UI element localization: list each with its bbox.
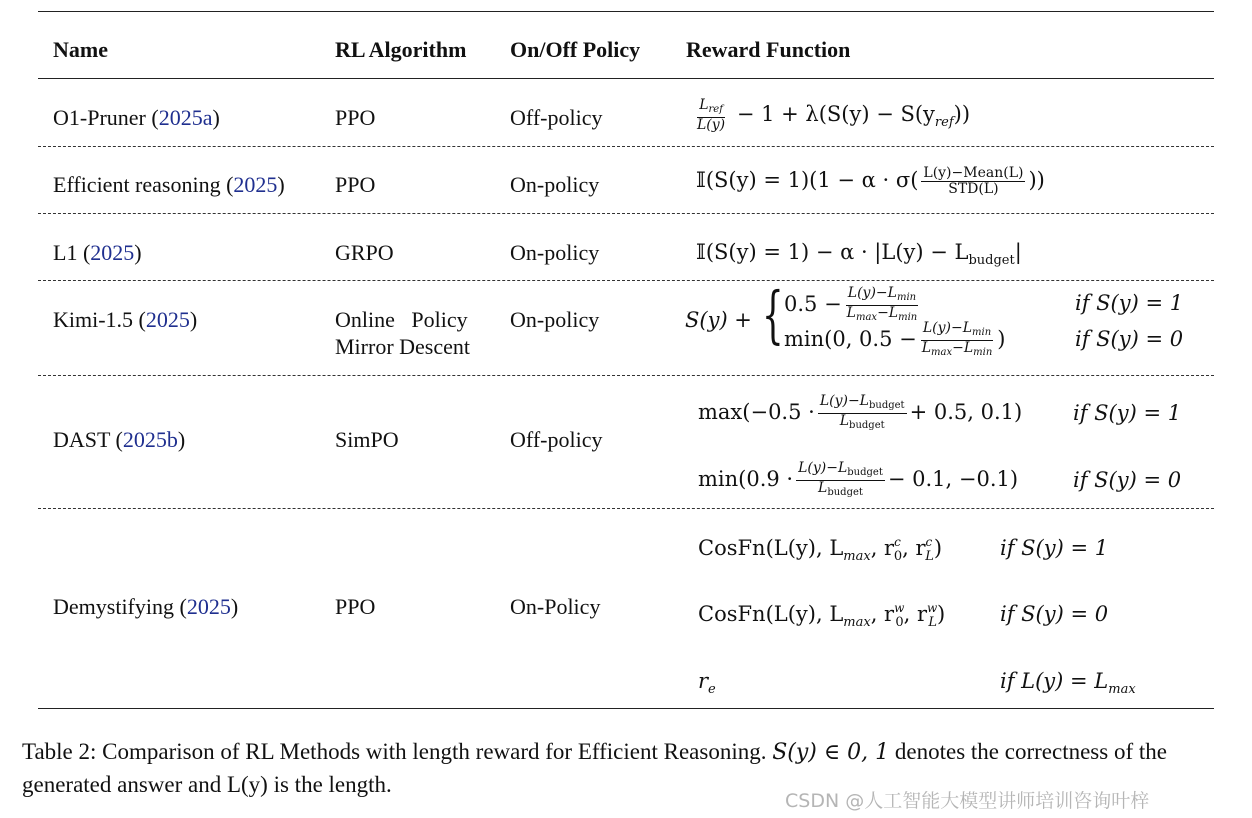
- citation-link[interactable]: 2025a: [158, 105, 213, 130]
- kimi-cond1: if S(y) = 1: [1075, 291, 1184, 315]
- kimi-cond2: if S(y) = 0: [1075, 327, 1184, 351]
- watermark: CSDN @人工智能大模型讲师培训咨询叶梓: [785, 790, 1150, 812]
- row-policy: On-policy: [510, 172, 600, 197]
- dast-line2: min(0.9 · $\frac{L(y)-L_{budget}}{L_{budget}}$ − 0.1, −0.1): [698, 460, 1019, 498]
- row-divider: [38, 375, 1214, 376]
- bottom-rule: [38, 708, 1214, 709]
- header-rl-algorithm: RL Algorithm: [335, 37, 467, 62]
- row-name-demystifying: Demystifying (2025): [53, 594, 239, 619]
- demys-cond1: if S(y) = 1: [1000, 536, 1109, 560]
- row-policy: On-policy: [510, 240, 600, 265]
- reward-formula-o1: $\frac{L_{ref}}{L(y)}$ − $1 + \lambda(S(y) - S(y_{ref}))$: [697, 97, 971, 133]
- row-divider: [38, 146, 1214, 147]
- demys-line3: $r_e$: [698, 669, 716, 697]
- row-algo: PPO: [335, 172, 376, 197]
- dast-cond2: if S(y) = 0: [1073, 468, 1182, 492]
- reward-formula-l1: 𝕀(S(y) = $1) - \alpha \cdot |L(y) - L_{budget}|$: [696, 240, 1022, 268]
- row-name-l1: L1 (2025): [53, 240, 142, 265]
- row-algo: SimPO: [335, 427, 399, 452]
- demys-cond3: if $L(y) = L_{max}$: [1000, 669, 1136, 697]
- row-divider: [38, 508, 1214, 509]
- citation-link[interactable]: 2025: [90, 240, 135, 265]
- dast-line1: max(−0.5 · $\frac{L(y)-L_{budget}}{L_{budget}}$ + 0.5, 0.1): [698, 393, 1023, 431]
- demys-cond2: if S(y) = 0: [1000, 602, 1109, 626]
- kimi-case2: min(0, 0.5 − $\frac{L(y)-L_{min}}{L_{max}-L_{min}}$ ): [784, 320, 1006, 358]
- row-divider: [38, 213, 1214, 214]
- header-name: Name: [53, 37, 108, 62]
- row-policy: On-Policy: [510, 594, 601, 619]
- row-name-kimi: Kimi-1.5 (2025): [53, 307, 198, 332]
- left-brace: {: [762, 278, 784, 351]
- row-name-efficient-reasoning: Efficient reasoning (2025): [53, 172, 285, 197]
- citation-link[interactable]: 2025: [233, 172, 278, 197]
- row-algo: PPO: [335, 105, 376, 130]
- row-divider: [38, 280, 1214, 281]
- demys-line2: CosFn(L(y), $L_{max}$, $r^w_0$, $r^w_L$): [698, 601, 946, 630]
- row-name-o1-pruner: O1-Pruner (2025a): [53, 105, 220, 130]
- row-policy: On-policy: [510, 307, 600, 332]
- reward-lead-kimi: S(y) +: [685, 308, 752, 332]
- row-algo-line2: Mirror Descent: [335, 334, 471, 359]
- citation-link[interactable]: 2025: [145, 307, 190, 332]
- header-policy: On/Off Policy: [510, 37, 641, 62]
- kimi-case1: 0.5 − $\frac{L(y)-L_{min}}{L_{max}-L_{min}}$: [784, 285, 918, 323]
- citation-link[interactable]: 2025: [186, 594, 231, 619]
- row-algo: PPO: [335, 594, 376, 619]
- demys-line1: CosFn(L(y), $L_{max}$, $r^c_0$, $r^c_L$): [698, 535, 943, 564]
- reward-formula-efficient: 𝕀(S(y) = 1)(1 − α · σ( $\frac{\text{L(y)−Mean(L)}}{\text{STD(L)}}$ )): [696, 165, 1045, 197]
- row-name-dast: DAST (2025b): [53, 427, 186, 452]
- citation-link[interactable]: 2025b: [122, 427, 178, 452]
- header-reward-function: Reward Function: [686, 37, 851, 62]
- row-algo-line1: Online Policy: [335, 307, 468, 332]
- row-policy: Off-policy: [510, 105, 603, 130]
- row-algo: GRPO: [335, 240, 394, 265]
- table-caption: Table 2: Comparison of RL Methods with length reward for Efficient Reasoning. S(y) ∈ 0, 1 denotes the correctness of the generated answer and L(y) is the length.: [22, 739, 1167, 797]
- row-policy: Off-policy: [510, 427, 603, 452]
- header-rule: [38, 78, 1214, 79]
- dast-cond1: if S(y) = 1: [1073, 401, 1182, 425]
- top-rule: [38, 11, 1214, 12]
